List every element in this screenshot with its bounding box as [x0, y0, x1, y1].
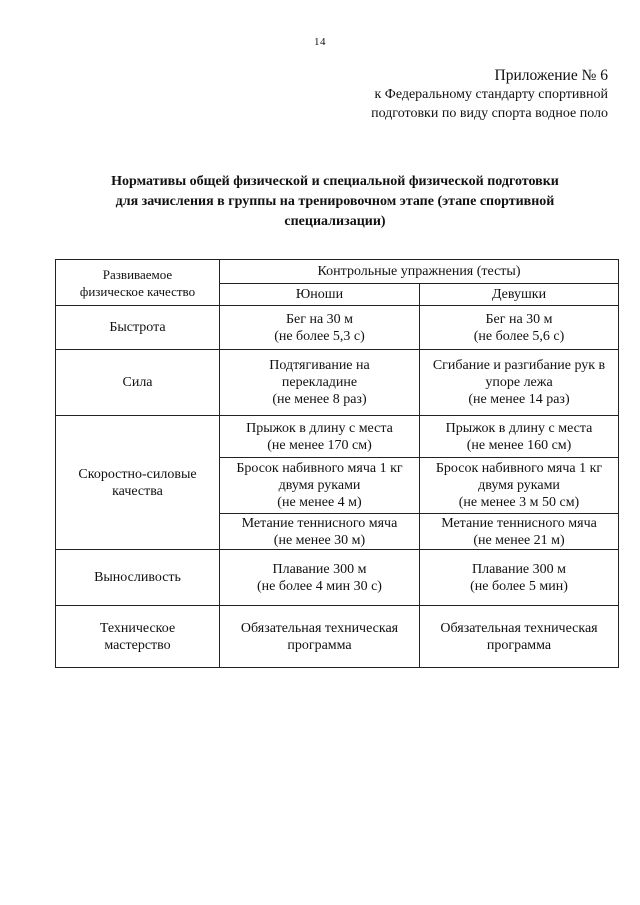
- boys-cell: Плавание 300 м (не более 4 мин 30 с): [220, 550, 420, 606]
- quality-cell: Техническое мастерство: [56, 606, 220, 668]
- quality-cell: Быстрота: [56, 306, 220, 350]
- appendix-line-3: подготовки по виду спорта водное поло: [371, 106, 608, 121]
- title-line-3: специализации): [284, 214, 386, 229]
- table-row: [56, 306, 619, 350]
- girls-cell: Бег на 30 м (не более 5,6 с): [420, 306, 619, 350]
- title-line-1: Нормативы общей физической и специальной физической подготовки: [111, 174, 559, 189]
- boys-cell: Прыжок в длину с места (не менее 170 см): [220, 416, 420, 458]
- appendix-note: [371, 66, 608, 123]
- appendix-line-1: Приложение № 6: [494, 67, 608, 84]
- boys-cell: Подтягивание на перекладине (не менее 8 раз): [220, 350, 420, 416]
- document-title: [60, 172, 610, 232]
- page-number: 14: [314, 36, 326, 48]
- boys-cell: Бросок набивного мяча 1 кг двумя руками (не менее 4 м): [220, 458, 420, 514]
- girls-cell: Сгибание и разгибание рук в упоре лежа (не менее 14 раз): [420, 350, 619, 416]
- title-line-2: для зачисления в группы на тренировочном этапе (этапе спортивной: [115, 194, 555, 209]
- header-girls: Девушки: [420, 284, 619, 306]
- girls-cell: Обязательная техническая программа: [420, 606, 619, 668]
- table-row: [56, 416, 619, 458]
- boys-cell: Обязательная техническая программа: [220, 606, 420, 668]
- quality-cell: Выносливость: [56, 550, 220, 606]
- table-row: [56, 350, 619, 416]
- appendix-line-2: к Федеральному стандарту спортивной: [374, 87, 608, 102]
- table-header-row: [56, 260, 619, 284]
- header-quality: Развиваемое физическое качество: [56, 260, 220, 306]
- table-row: [56, 606, 619, 668]
- header-boys: Юноши: [220, 284, 420, 306]
- girls-cell: Плавание 300 м (не более 5 мин): [420, 550, 619, 606]
- quality-cell: Сила: [56, 350, 220, 416]
- girls-cell: Метание теннисного мяча (не менее 21 м): [420, 514, 619, 550]
- table-row: [56, 550, 619, 606]
- boys-cell: Бег на 30 м (не более 5,3 с): [220, 306, 420, 350]
- girls-cell: Прыжок в длину с места (не менее 160 см): [420, 416, 619, 458]
- header-tests: Контрольные упражнения (тесты): [220, 260, 619, 284]
- boys-cell: Метание теннисного мяча (не менее 30 м): [220, 514, 420, 550]
- standards-table: [55, 259, 619, 668]
- girls-cell: Бросок набивного мяча 1 кг двумя руками (не менее 3 м 50 см): [420, 458, 619, 514]
- quality-cell: Скоростно-силовые качества: [56, 416, 220, 550]
